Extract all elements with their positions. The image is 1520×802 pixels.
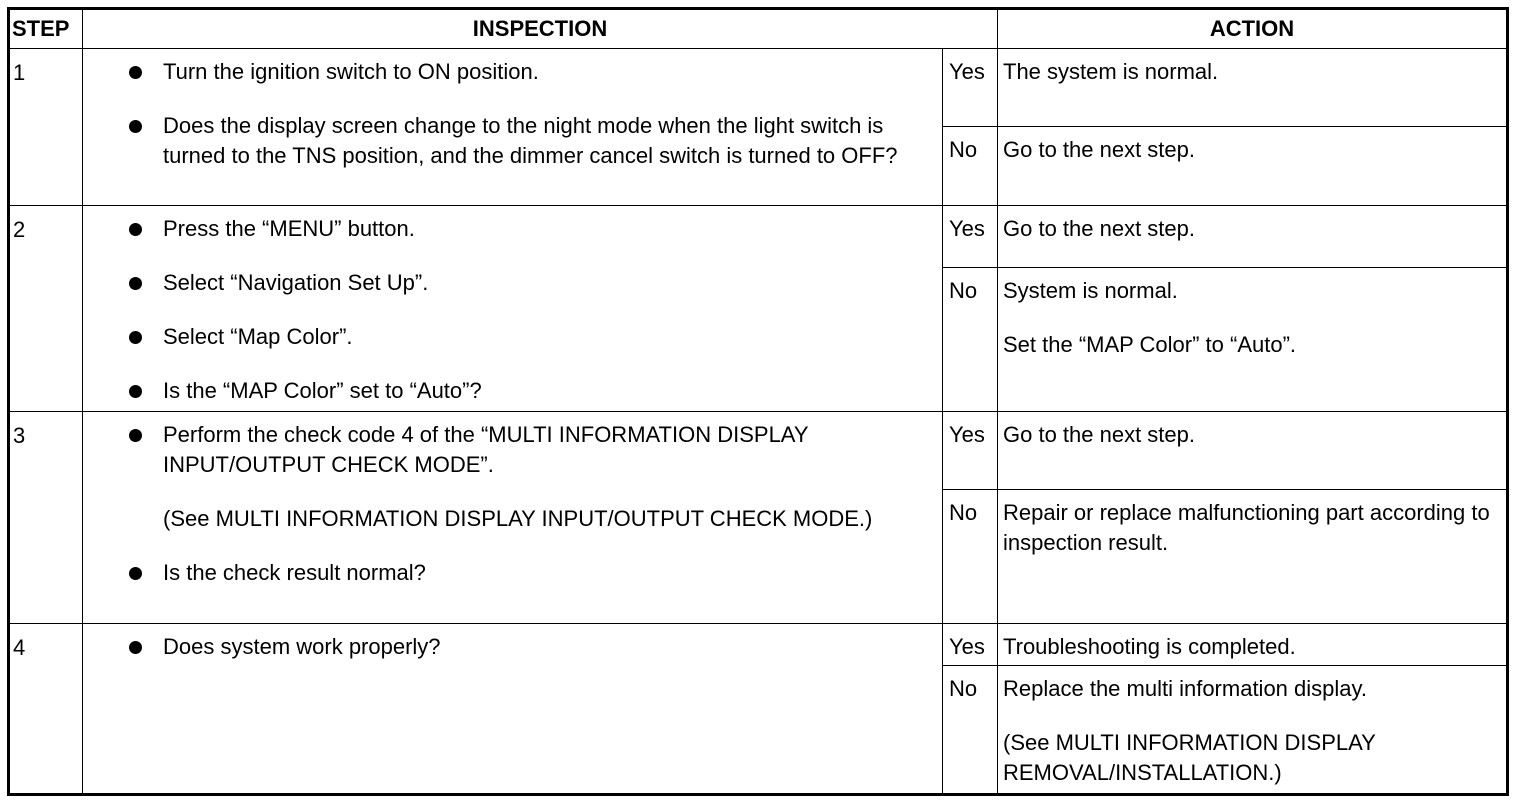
step-number: 1	[9, 49, 83, 206]
inspection-item: Is the check result normal?	[129, 558, 912, 588]
inspection-note: (See MULTI INFORMATION DISPLAY INPUT/OUTPUT CHECK MODE.)	[163, 506, 873, 531]
inspection-cell	[83, 206, 943, 412]
yes-action: The system is normal.	[998, 49, 1508, 127]
bullet-icon	[129, 277, 142, 290]
yes-action: Go to the next step.	[998, 206, 1508, 268]
no-action: Replace the multi information display. (See MULTI INFORMATION DISPLAY REMOVAL/INSTALLATION.)	[998, 666, 1508, 795]
yes-label: Yes	[943, 206, 998, 268]
header-inspection: INSPECTION	[83, 9, 998, 49]
step-3-yes-row	[9, 412, 1508, 490]
yes-action: Troubleshooting is completed.	[998, 624, 1508, 666]
step-4-yes-row	[9, 624, 1508, 666]
step-2-yes-row	[9, 206, 1508, 268]
step-number: 2	[9, 206, 83, 412]
no-action: Repair or replace malfunctioning part according to inspection result.	[998, 490, 1508, 624]
inspection-item: Press the “MENU” button.	[129, 214, 912, 244]
bullet-icon	[129, 567, 142, 580]
bullet-icon	[129, 66, 142, 79]
no-label: No	[943, 127, 998, 206]
inspection-item: Does the display screen change to the night mode when the light switch is turned to the TNS position, and the dimmer cancel switch is turned to OFF?	[129, 111, 912, 171]
step-number: 4	[9, 624, 83, 795]
header-action: ACTION	[998, 9, 1508, 49]
bullet-icon	[129, 223, 142, 236]
inspection-item: Select “Map Color”.	[129, 322, 912, 352]
bullet-icon	[129, 120, 142, 133]
no-action: Go to the next step.	[998, 127, 1508, 206]
inspection-item: Does system work properly?	[129, 632, 912, 662]
inspection-cell	[83, 624, 943, 795]
procedure-table	[7, 7, 1509, 796]
yes-label: Yes	[943, 49, 998, 127]
header-step: STEP	[9, 9, 83, 49]
yes-action: Go to the next step.	[998, 412, 1508, 490]
no-label: No	[943, 268, 998, 412]
bullet-icon	[129, 641, 142, 654]
no-label: No	[943, 666, 998, 795]
step-1-yes-row	[9, 49, 1508, 127]
bullet-icon	[129, 331, 142, 344]
inspection-item: Select “Navigation Set Up”.	[129, 268, 912, 298]
yes-label: Yes	[943, 412, 998, 490]
inspection-item: Is the “MAP Color” set to “Auto”?	[129, 376, 912, 406]
header-row	[9, 9, 1508, 49]
no-label: No	[943, 490, 998, 624]
inspection-item: Perform the check code 4 of the “MULTI INFORMATION DISPLAY INPUT/OUTPUT CHECK MODE”.	[129, 420, 912, 480]
no-action: System is normal. Set the “MAP Color” to “Auto”.	[998, 268, 1508, 412]
bullet-icon	[129, 385, 142, 398]
inspection-cell	[83, 412, 943, 624]
inspection-item: Turn the ignition switch to ON position.	[129, 57, 912, 87]
inspection-cell	[83, 49, 943, 206]
bullet-icon	[129, 429, 142, 442]
yes-label: Yes	[943, 624, 998, 666]
step-number: 3	[9, 412, 83, 624]
